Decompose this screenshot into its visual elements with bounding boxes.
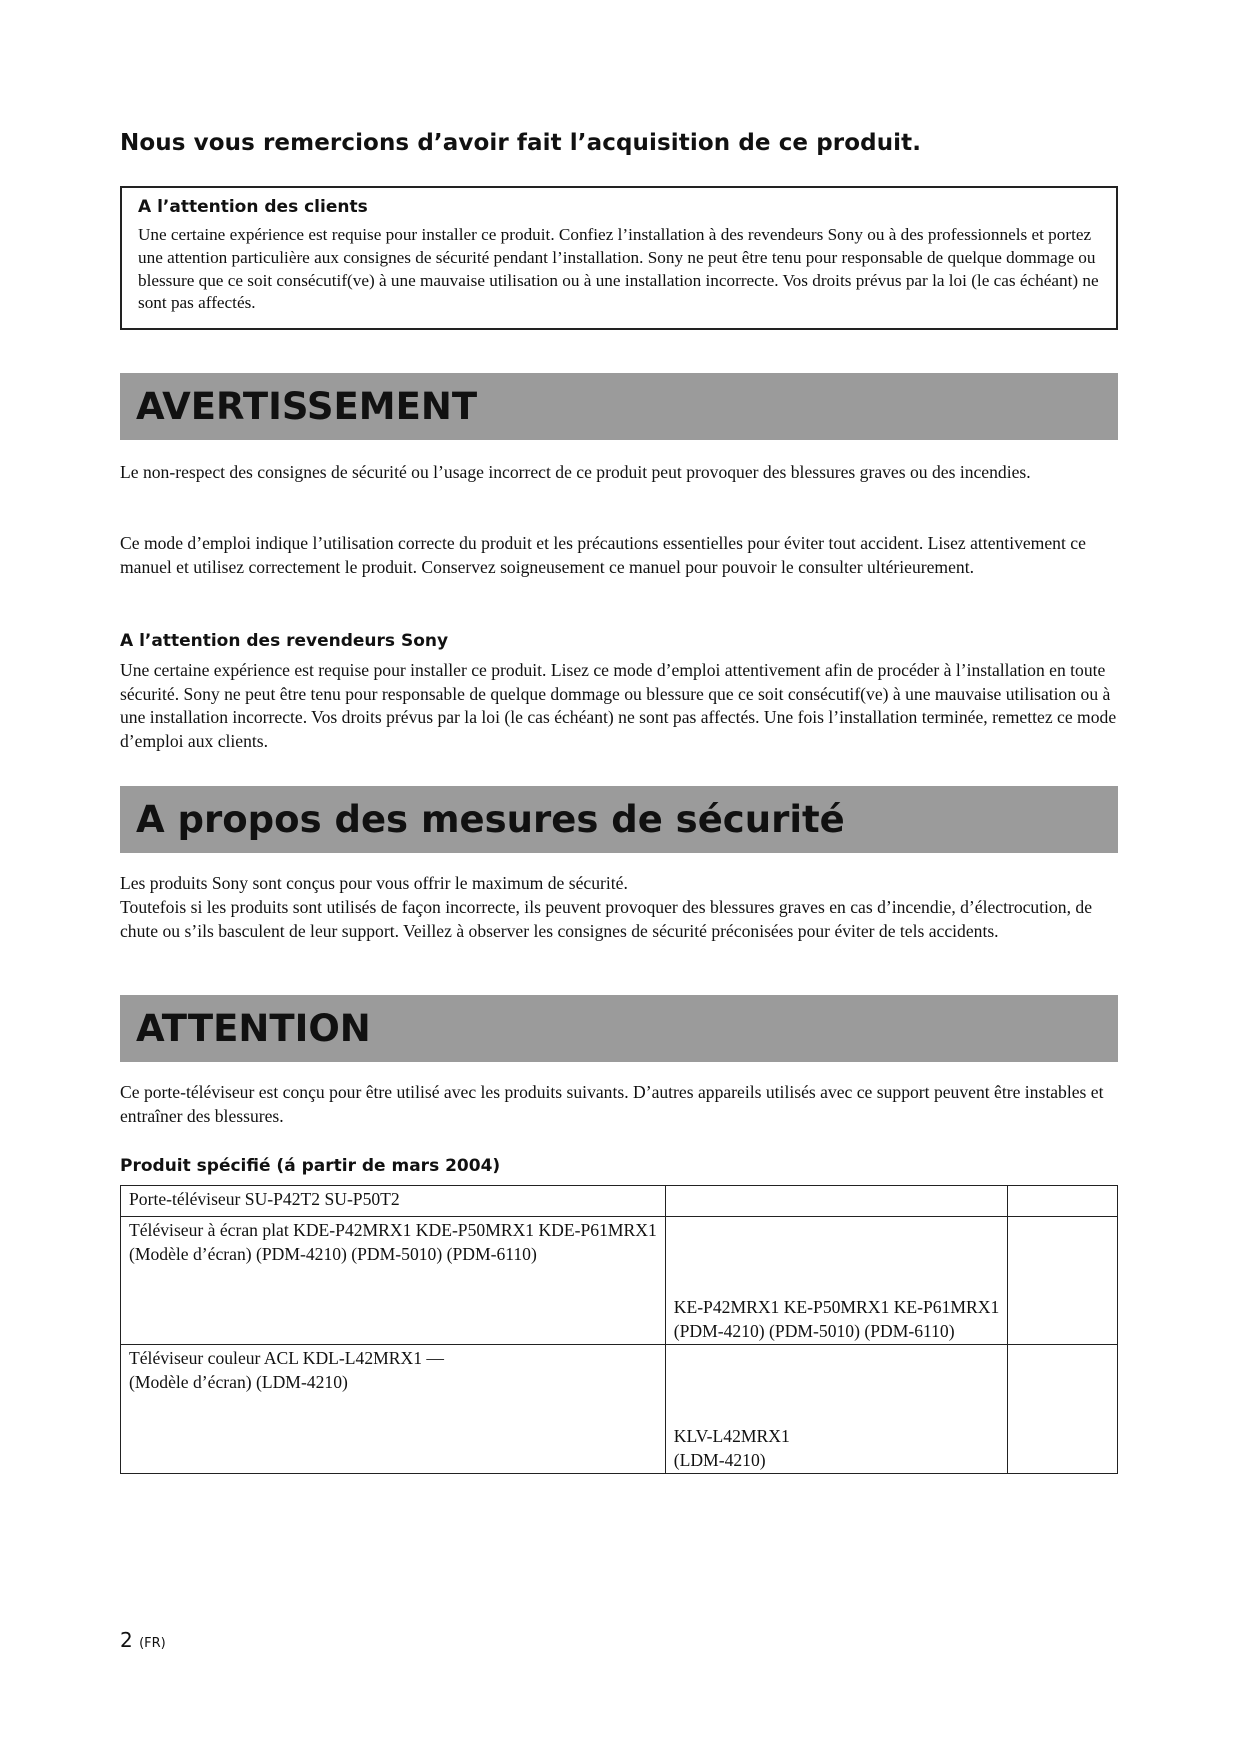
spec-row3-line1: Téléviseur couleur ACL KDL-L42MRX1 — bbox=[129, 1348, 444, 1368]
spec-table bbox=[120, 1185, 1118, 1474]
revendeurs-text: Une certaine expérience est requise pour installer ce produit. Lisez ce mode d’emploi attentivement afin de procéder à l’installation en toute sécurité. Sony ne peut être tenu pour responsable de quelque dommage ou blessure que ce soit consécutif(ve) à une mauvaise utilisation ou à une installation incorrecte. Vos droits prévus par la loi (le cas échéant) ne sont pas affectés. Une fois l’installation terminée, remettez ce mode d’emploi aux clients. bbox=[120, 660, 1117, 751]
table-cell bbox=[121, 1217, 666, 1345]
spec-row2-line1: Téléviseur à écran plat KDE-P42MRX1 KDE-P50MRX1 KDE-P61MRX1 bbox=[129, 1220, 657, 1240]
page-footer bbox=[120, 1628, 166, 1652]
table-cell bbox=[665, 1186, 1008, 1217]
table-row bbox=[121, 1217, 1118, 1345]
avertissement-banner bbox=[120, 373, 1118, 440]
table-row bbox=[121, 1345, 1118, 1474]
spec-row2-line4: (PDM-4210) (PDM-5010) (PDM-6110) bbox=[673, 1320, 955, 1341]
securite-banner bbox=[120, 786, 1118, 853]
table-cell bbox=[1008, 1186, 1118, 1217]
revendeurs-heading: A l’attention des revendeurs Sony bbox=[120, 631, 449, 651]
spec-row3-line4: (LDM-4210) bbox=[673, 1449, 766, 1470]
spec-heading: Produit spécifié (á partir de mars 2004) bbox=[120, 1156, 501, 1176]
spec-row3-line3: KLV-L42MRX1 bbox=[673, 1426, 790, 1446]
spec-row3-line2: (Modèle d’écran) (LDM-4210) bbox=[129, 1371, 348, 1392]
attention-paragraph: Ce porte-téléviseur est conçu pour être utilisé avec les produits suivants. D’autres appareils utilisés avec ce support peuvent être instables et entraîner des blessures. bbox=[120, 1082, 1104, 1126]
avertissement-paragraph-2: Ce mode d’emploi indique l’utilisation correcte du produit et les précautions essentielles pour éviter tout accident. Lisez attentivement ce manuel et utilisez correctement le produit. Conservez soigneusement ce manuel pour pouvoir le consulter ultérieurement. bbox=[120, 533, 1086, 577]
securite-title: A propos des mesures de sécurité bbox=[136, 798, 845, 841]
avertissement-title: AVERTISSEMENT bbox=[136, 385, 478, 428]
securite-line-2: Toutefois si les produits sont utilisés de façon incorrecte, ils peuvent provoquer des blessures graves en cas d’incendie, d’électrocution, de chute ou s’ils basculent de leur support. Veillez à observer les consignes de sécurité préconisées pour éviter de tels accidents. bbox=[120, 897, 1093, 941]
table-cell bbox=[1008, 1217, 1118, 1345]
avertissement-paragraph-1: Le non-respect des consignes de sécurité ou l’usage incorrect de ce produit peut provoquer des blessures graves ou des incendies. bbox=[120, 462, 1031, 482]
language-code: (FR) bbox=[139, 1636, 166, 1651]
table-cell bbox=[1008, 1345, 1118, 1474]
attention-title: ATTENTION bbox=[136, 1007, 371, 1050]
clients-notice-box bbox=[120, 186, 1118, 330]
page-title: Nous vous remercions d’avoir fait l’acquisition de ce produit. bbox=[120, 130, 922, 156]
spec-row2-line3: KE-P42MRX1 KE-P50MRX1 KE-P61MRX1 bbox=[673, 1297, 1000, 1317]
table-cell bbox=[121, 1345, 666, 1474]
spec-row2-line2: (Modèle d’écran) (PDM-4210) (PDM-5010) (PDM-6110) bbox=[129, 1243, 537, 1264]
page-number: 2 bbox=[120, 1628, 133, 1652]
spec-row1-text: Porte-téléviseur SU-P42T2 SU-P50T2 bbox=[129, 1189, 400, 1209]
clients-notice-text: Une certaine expérience est requise pour installer ce produit. Confiez l’installation à des revendeurs Sony ou à des professionnels et portez une attention particulière aux consignes de sécurité pendant l’installation. Sony ne peut être tenu pour responsable de quelque dommage ou blessure que ce soit consécutif(ve) à une mauvaise utilisation ou à une installation incorrecte. Vos droits prévus par la loi (le cas échéant) ne sont pas affectés. bbox=[138, 225, 1099, 313]
table-row bbox=[121, 1186, 1118, 1217]
table-cell bbox=[665, 1345, 1008, 1474]
attention-banner bbox=[120, 995, 1118, 1062]
table-cell bbox=[665, 1217, 1008, 1345]
table-cell bbox=[121, 1186, 666, 1217]
securite-line-1: Les produits Sony sont conçus pour vous offrir le maximum de sécurité. bbox=[120, 873, 628, 893]
clients-notice-heading: A l’attention des clients bbox=[138, 197, 368, 217]
